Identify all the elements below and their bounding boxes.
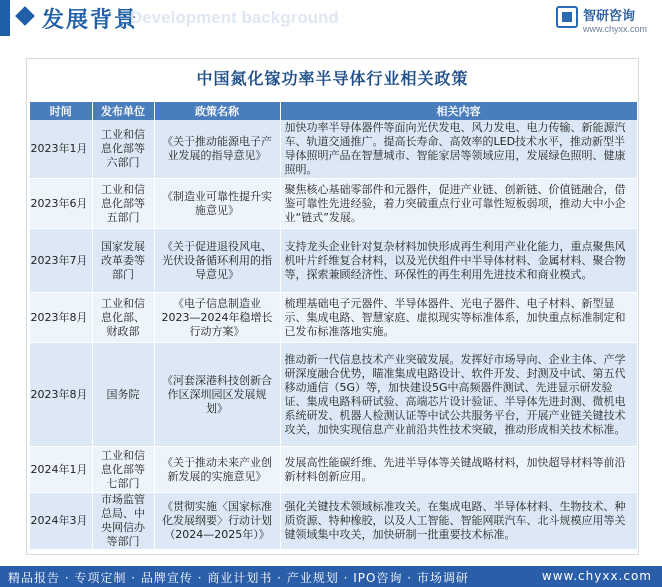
cell-time: 2023年7月 bbox=[30, 229, 92, 293]
policy-panel bbox=[26, 58, 639, 555]
cell-time: 2024年3月 bbox=[30, 493, 92, 550]
cell-unit: 工业和信息化部等七部门 bbox=[92, 447, 154, 493]
cell-policy: 《电子信息制造业2023—2024年稳增长行动方案》 bbox=[154, 293, 280, 343]
cell-policy: 《关于推动未来产业创新发展的实施意见》 bbox=[154, 447, 280, 493]
column-header-content: 相关内容 bbox=[280, 102, 637, 120]
cell-time: 2023年8月 bbox=[30, 343, 92, 447]
table-row bbox=[30, 447, 637, 493]
table-header-row bbox=[30, 102, 637, 120]
header-accent-bar bbox=[0, 0, 10, 36]
cell-content: 发展高性能碳纤维、先进半导体等关键战略材料，加快超导材料等前沿新材料创新应用。 bbox=[280, 447, 637, 493]
footer-url[interactable]: www.chyxx.com bbox=[541, 569, 652, 583]
table-row bbox=[30, 343, 637, 447]
footer-bar bbox=[0, 566, 662, 587]
diamond-icon bbox=[15, 6, 35, 26]
cell-unit: 工业和信息化部等五部门 bbox=[92, 179, 154, 229]
cell-content: 强化关键技术领域标准攻关。在集成电路、半导体材料、生物技术、种质资源、特种橡胶，以及人工智能、智能网联汽车、北斗规模应用等关键领域集中攻关，加快研制一批重要技术标准。 bbox=[280, 493, 637, 550]
cell-content: 加快功率半导体器件等面向光伏发电、风力发电、电力传输、新能源汽车、轨道交通推广。提高长寿命、高效率的LED技术水平，推动新型半导体照明产品在智慧城市、智能家居等领域应用，发展绿色照明、健康照明。 bbox=[280, 120, 637, 179]
table-row bbox=[30, 179, 637, 229]
cell-unit: 市场监管总局、中央网信办等部门 bbox=[92, 493, 154, 550]
table-row bbox=[30, 120, 637, 179]
cell-time: 2023年1月 bbox=[30, 120, 92, 179]
table-row bbox=[30, 493, 637, 550]
cell-policy: 《河套深港科技创新合作区深圳园区发展规划》 bbox=[154, 343, 280, 447]
cell-unit: 国家发展改革委等部门 bbox=[92, 229, 154, 293]
table-row bbox=[30, 229, 637, 293]
cell-unit: 工业和信息化部、财政部 bbox=[92, 293, 154, 343]
cell-policy: 《关于促进退役风电、光伏设备循环利用的指导意见》 bbox=[154, 229, 280, 293]
cell-time: 2024年1月 bbox=[30, 447, 92, 493]
panel-title: 中国氮化镓功率半导体行业相关政策 bbox=[196, 69, 469, 88]
cell-time: 2023年6月 bbox=[30, 179, 92, 229]
section-subtitle: Development background bbox=[130, 8, 339, 27]
cell-policy: 《制造业可靠性提升实施意见》 bbox=[154, 179, 280, 229]
cell-time: 2023年8月 bbox=[30, 293, 92, 343]
cell-content: 梳理基础电子元器件、半导体器件、光电子器件、电子材料、新型显示、集成电路、智慧家庭、虚拟现实等标准体系，加快重点标准制定和已发布标准落地实施。 bbox=[280, 293, 637, 343]
cell-content: 支持龙头企业针对复杂材料加快形成再生利用产业化能力，重点聚焦风机叶片纤维复合材料，以及光伏组件中半导体材料、金属材料、聚合物等，探索兼顾经济性、环保性的再生利用先进技术和商业模式。 bbox=[280, 229, 637, 293]
cell-unit: 工业和信息化部等六部门 bbox=[92, 120, 154, 179]
column-header-unit: 发布单位 bbox=[92, 102, 154, 120]
column-header-time: 时间 bbox=[30, 102, 92, 120]
brand-name: 智研咨询 bbox=[583, 9, 636, 24]
column-header-policy: 政策名称 bbox=[154, 102, 280, 120]
cell-policy: 《贯彻实施〈国家标准化发展纲要〉行动计划（2024—2025年）》 bbox=[154, 493, 280, 550]
brand-url: www.chyxx.com bbox=[583, 24, 648, 34]
section-title: 发展背景 bbox=[42, 8, 139, 33]
footer-services: 精品报告 · 专项定制 · 品牌宣传 · 商业计划书 · 产业规划 · IPO咨询 · 市场调研 bbox=[8, 571, 469, 585]
cell-unit: 国务院 bbox=[92, 343, 154, 447]
table-row bbox=[30, 293, 637, 343]
cell-policy: 《关于推动能源电子产业发展的指导意见》 bbox=[154, 120, 280, 179]
cell-content: 聚焦核心基础零部件和元器件，促进产业链、创新链、价值链融合，借鉴可靠性先进经验，着力突破重点行业可靠性短板弱项，推动大中小企业“链式”发展。 bbox=[280, 179, 637, 229]
cell-content: 推动新一代信息技术产业突破发展。发挥好市场导向、企业主体、产学研深度融合优势，瞄准集成电路设计、软件开发、封测及中试、第五代移动通信（5G）等，加快建设5G中高频器件测试、先进显示研发验证、集成电路科研试验、高端芯片设计验证、半导体先进封测、微机电系统研发、机器人检测认证等中试公共服务平台，开展产业链关键技术攻关，加快实现信息产业前沿共性技术突破，推动形成相关技术标准。 bbox=[280, 343, 637, 447]
logo-icon bbox=[556, 6, 578, 28]
policy-table bbox=[30, 102, 638, 550]
